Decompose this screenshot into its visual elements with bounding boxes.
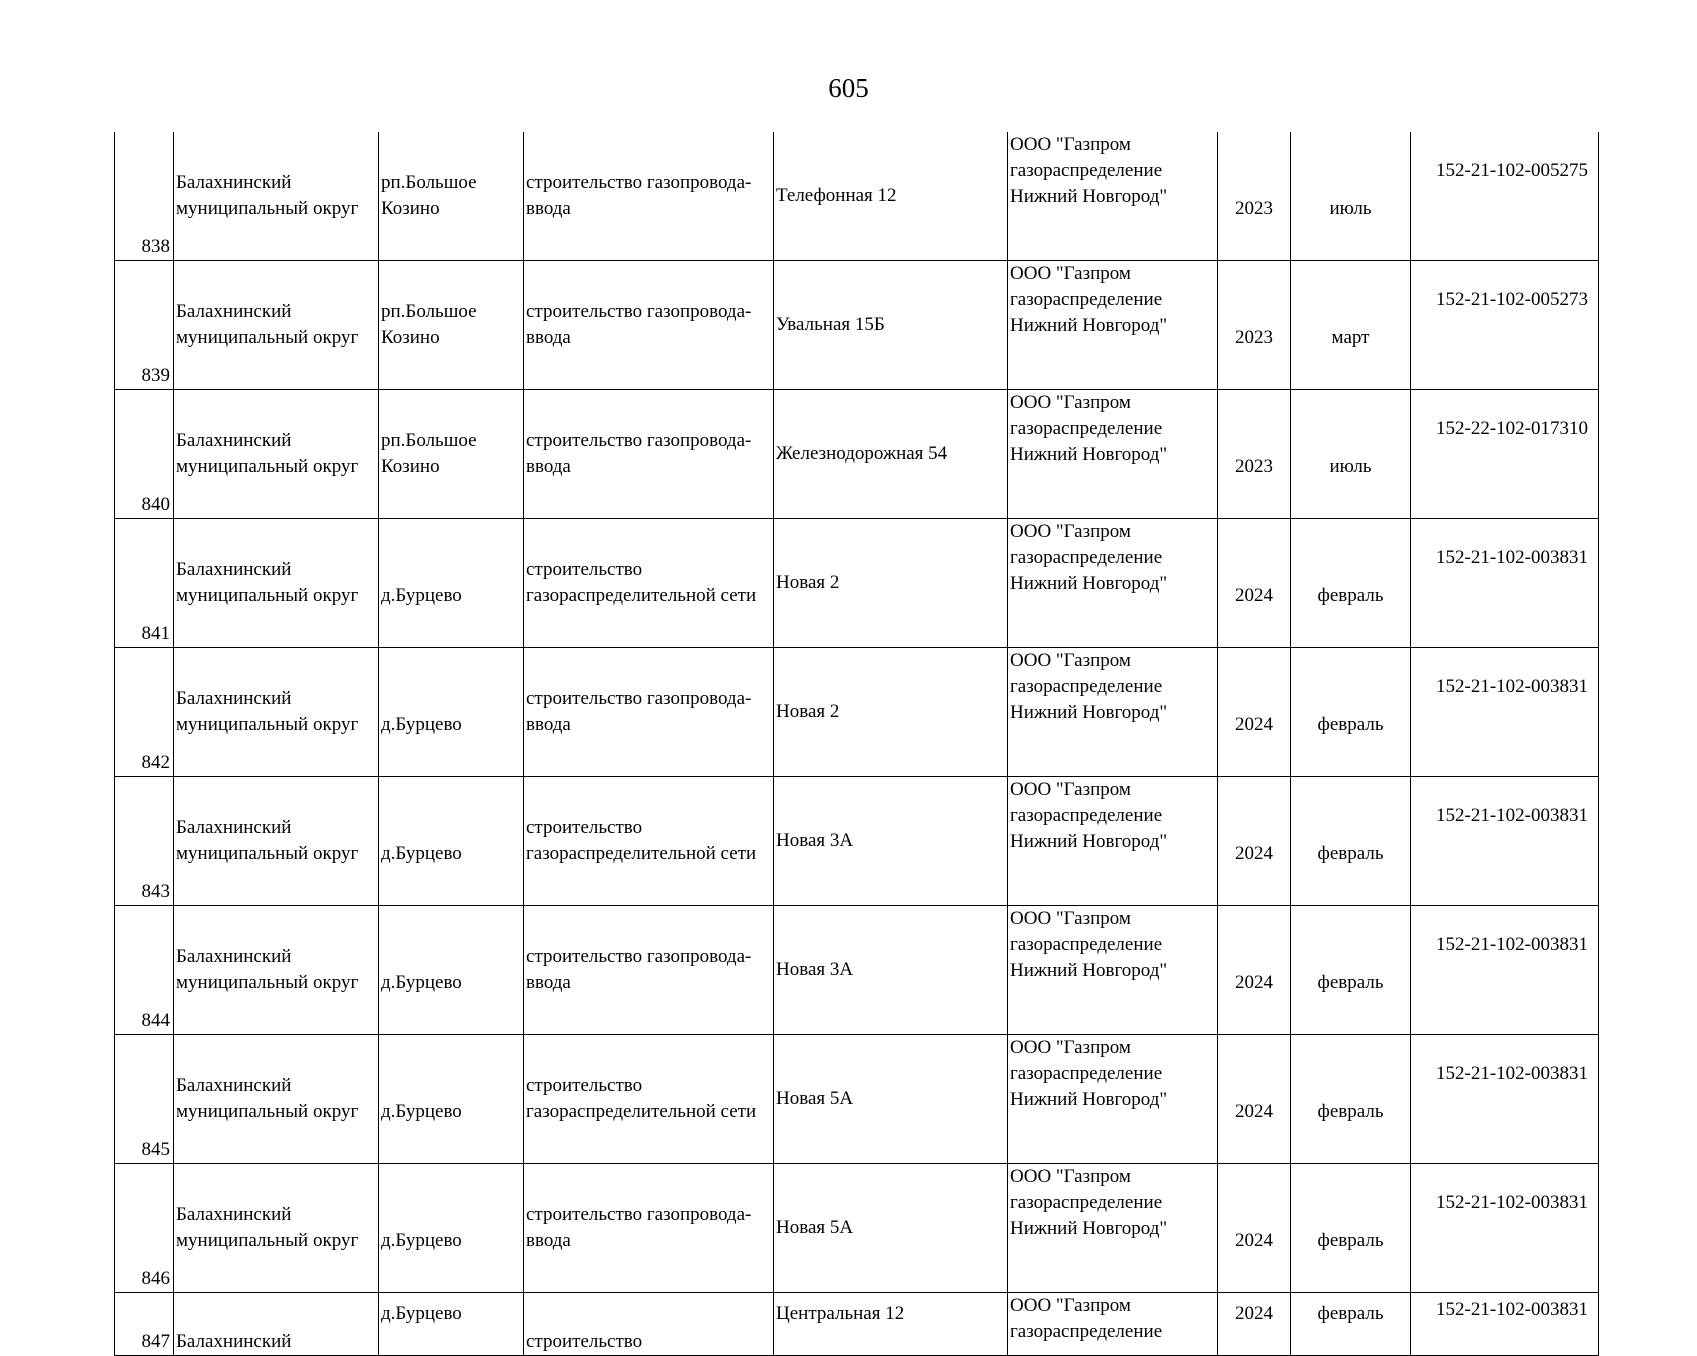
settlement-cell	[379, 1164, 524, 1293]
work-type-cell-line: ввода	[526, 456, 571, 477]
district-cell-line: Балахнинский	[176, 1204, 292, 1225]
organization-cell-line: ООО "Газпром	[1010, 134, 1131, 155]
code-cell: 152-21-102-005275	[1411, 132, 1599, 261]
settlement-cell-line: рп.Большое	[381, 172, 477, 193]
organization-cell-line: Нижний Новгород"	[1010, 831, 1168, 852]
settlement-cell-line: д.Бурцево	[381, 1101, 462, 1122]
organization-cell	[1008, 648, 1218, 777]
row-number: 839	[115, 261, 174, 390]
district-cell	[174, 648, 379, 777]
district-cell-line: муниципальный округ	[176, 843, 359, 864]
organization-cell-line: ООО "Газпром	[1010, 1037, 1131, 1058]
table-row	[115, 1035, 1599, 1164]
address-cell: Телефонная 12	[774, 132, 1008, 261]
district-cell-line: Балахнинский	[176, 1331, 292, 1352]
organization-cell-line: ООО "Газпром	[1010, 1295, 1131, 1316]
district-cell-line: муниципальный округ	[176, 714, 359, 735]
address-cell: Новая 3А	[774, 777, 1008, 906]
work-type-cell	[524, 390, 774, 519]
work-type-cell-line: строительство	[526, 559, 643, 580]
organization-cell-line: Нижний Новгород"	[1010, 1089, 1168, 1110]
district-cell-line: Балахнинский	[176, 301, 292, 322]
work-type-cell-line: газораспределительной сети	[526, 843, 757, 864]
work-type-cell	[524, 1293, 774, 1356]
work-type-cell	[524, 519, 774, 648]
work-type-cell	[524, 132, 774, 261]
year-cell: 2023	[1218, 132, 1291, 261]
organization-cell	[1008, 906, 1218, 1035]
row-number: 840	[115, 390, 174, 519]
code-cell: 152-22-102-017310	[1411, 390, 1599, 519]
table-row	[115, 1164, 1599, 1293]
row-number: 845	[115, 1035, 174, 1164]
organization-cell-line: газораспределение	[1010, 1321, 1163, 1342]
code-cell: 152-21-102-003831	[1411, 1164, 1599, 1293]
settlement-cell-line: Козино	[381, 456, 440, 477]
settlement-cell	[379, 132, 524, 261]
code-cell: 152-21-102-003831	[1411, 1035, 1599, 1164]
address-cell: Железнодорожная 54	[774, 390, 1008, 519]
organization-cell	[1008, 777, 1218, 906]
settlement-cell	[379, 648, 524, 777]
organization-cell-line: газораспределение	[1010, 160, 1163, 181]
year-cell: 2023	[1218, 261, 1291, 390]
settlement-cell-line	[381, 557, 521, 583]
settlement-cell-line: д.Бурцево	[381, 972, 462, 993]
month-cell: февраль	[1291, 1164, 1411, 1293]
district-cell	[174, 132, 379, 261]
table-row	[115, 261, 1599, 390]
settlement-cell	[379, 1035, 524, 1164]
organization-cell-line: Нижний Новгород"	[1010, 573, 1168, 594]
district-cell	[174, 261, 379, 390]
settlement-cell-line: рп.Большое	[381, 301, 477, 322]
work-type-cell	[524, 1164, 774, 1293]
work-type-cell-line: строительство	[526, 1075, 643, 1096]
year-cell: 2023	[1218, 390, 1291, 519]
work-type-cell	[524, 261, 774, 390]
organization-cell-line: ООО "Газпром	[1010, 263, 1131, 284]
month-cell: февраль	[1291, 648, 1411, 777]
work-type-cell-line: газораспределительной сети	[526, 1101, 757, 1122]
district-cell-line: Балахнинский	[176, 1075, 292, 1096]
organization-cell-line: ООО "Газпром	[1010, 521, 1131, 542]
district-cell-line: Балахнинский	[176, 817, 292, 838]
address-cell: Новая 5А	[774, 1035, 1008, 1164]
row-number: 844	[115, 906, 174, 1035]
year-cell: 2024	[1218, 648, 1291, 777]
address-cell: Новая 3А	[774, 906, 1008, 1035]
row-number: 841	[115, 519, 174, 648]
district-cell-line: Балахнинский	[176, 688, 292, 709]
settlement-cell-line: д.Бурцево	[381, 585, 462, 606]
row-number: 847	[115, 1293, 174, 1356]
organization-cell-line: Нижний Новгород"	[1010, 315, 1168, 336]
table-row	[115, 390, 1599, 519]
work-type-cell-line: строительство газопровода-	[526, 688, 752, 709]
year-cell: 2024	[1218, 1164, 1291, 1293]
district-cell-line: муниципальный округ	[176, 1101, 359, 1122]
work-type-cell-line: строительство газопровода-	[526, 172, 752, 193]
district-cell	[174, 1293, 379, 1356]
code-cell: 152-21-102-003831	[1411, 777, 1599, 906]
district-cell-line: Балахнинский	[176, 430, 292, 451]
organization-cell	[1008, 1293, 1218, 1356]
work-type-cell-line: ввода	[526, 1230, 571, 1251]
organization-cell-line: Нижний Новгород"	[1010, 960, 1168, 981]
district-cell-line: муниципальный округ	[176, 1230, 359, 1251]
district-cell-line: муниципальный округ	[176, 327, 359, 348]
district-cell-line: муниципальный округ	[176, 456, 359, 477]
district-cell	[174, 777, 379, 906]
settlement-cell	[379, 777, 524, 906]
work-type-cell	[524, 906, 774, 1035]
organization-cell-line: ООО "Газпром	[1010, 1166, 1131, 1187]
year-cell: 2024	[1218, 1035, 1291, 1164]
settlement-cell	[379, 390, 524, 519]
work-type-cell	[524, 1035, 774, 1164]
table-row	[115, 906, 1599, 1035]
settlement-cell-line: д.Бурцево	[381, 714, 462, 735]
table-row	[115, 519, 1599, 648]
work-type-cell-line: ввода	[526, 198, 571, 219]
organization-cell-line: газораспределение	[1010, 418, 1163, 439]
settlement-cell	[379, 1293, 524, 1356]
work-type-cell-line: строительство газопровода-	[526, 301, 752, 322]
row-number: 838	[115, 132, 174, 261]
code-cell: 152-21-102-005273	[1411, 261, 1599, 390]
settlement-cell-line: Козино	[381, 327, 440, 348]
settlement-cell	[379, 261, 524, 390]
organization-cell-line: газораспределение	[1010, 934, 1163, 955]
table-row	[115, 1293, 1599, 1356]
address-cell: Центральная 12	[774, 1293, 1008, 1356]
district-cell	[174, 906, 379, 1035]
organization-cell-line: газораспределение	[1010, 289, 1163, 310]
settlement-cell-line	[381, 815, 521, 841]
organization-cell-line: Нижний Новгород"	[1010, 186, 1168, 207]
address-cell: Увальная 15Б	[774, 261, 1008, 390]
page-number: 605	[828, 73, 869, 103]
month-cell: февраль	[1291, 1035, 1411, 1164]
year-cell: 2024	[1218, 519, 1291, 648]
organization-cell-line: Нижний Новгород"	[1010, 1218, 1168, 1239]
work-type-cell-line: строительство газопровода-	[526, 1204, 752, 1225]
settlement-cell-line	[381, 944, 521, 970]
settlement-cell-line	[381, 686, 521, 712]
settlement-cell	[379, 519, 524, 648]
work-type-cell-line: строительство газопровода-	[526, 946, 752, 967]
work-type-cell-line: ввода	[526, 714, 571, 735]
month-cell: февраль	[1291, 906, 1411, 1035]
district-cell-line: муниципальный округ	[176, 585, 359, 606]
month-cell: июль	[1291, 390, 1411, 519]
organization-cell	[1008, 261, 1218, 390]
year-cell: 2024	[1218, 906, 1291, 1035]
district-cell	[174, 519, 379, 648]
district-cell	[174, 1164, 379, 1293]
district-cell	[174, 1035, 379, 1164]
organization-cell-line: газораспределение	[1010, 805, 1163, 826]
settlement-cell-line: Козино	[381, 198, 440, 219]
address-cell: Новая 5А	[774, 1164, 1008, 1293]
work-type-cell	[524, 648, 774, 777]
row-number: 843	[115, 777, 174, 906]
district-cell-line: Балахнинский	[176, 559, 292, 580]
year-cell: 2024	[1218, 1293, 1291, 1356]
organization-cell	[1008, 1164, 1218, 1293]
organization-cell	[1008, 519, 1218, 648]
organization-cell	[1008, 132, 1218, 261]
row-number: 842	[115, 648, 174, 777]
organization-cell-line: ООО "Газпром	[1010, 908, 1131, 929]
organization-cell-line: газораспределение	[1010, 547, 1163, 568]
month-cell: февраль	[1291, 1293, 1411, 1356]
settlement-cell-line: д.Бурцево	[381, 843, 462, 864]
month-cell: февраль	[1291, 777, 1411, 906]
district-cell-line: Балахнинский	[176, 172, 292, 193]
district-cell-line: Балахнинский	[176, 946, 292, 967]
organization-cell-line: газораспределение	[1010, 676, 1163, 697]
code-cell: 152-21-102-003831	[1411, 648, 1599, 777]
settlement-cell	[379, 906, 524, 1035]
settlement-cell-line	[381, 1202, 521, 1228]
settlement-cell-line: д.Бурцево	[381, 1303, 462, 1324]
organization-cell	[1008, 1035, 1218, 1164]
code-cell: 152-21-102-003831	[1411, 906, 1599, 1035]
organization-cell-line: газораспределение	[1010, 1192, 1163, 1213]
table-body	[115, 132, 1599, 1356]
month-cell: март	[1291, 261, 1411, 390]
table-row	[115, 777, 1599, 906]
organization-cell	[1008, 390, 1218, 519]
district-cell	[174, 390, 379, 519]
settlement-cell-line: рп.Большое	[381, 430, 477, 451]
organization-cell-line: ООО "Газпром	[1010, 392, 1131, 413]
work-type-cell-line: ввода	[526, 327, 571, 348]
row-number: 846	[115, 1164, 174, 1293]
address-cell: Новая 2	[774, 648, 1008, 777]
address-cell: Новая 2	[774, 519, 1008, 648]
settlement-cell-line: д.Бурцево	[381, 1230, 462, 1251]
organization-cell-line: ООО "Газпром	[1010, 650, 1131, 671]
gas-works-table	[114, 132, 1599, 1356]
organization-cell-line: Нижний Новгород"	[1010, 444, 1168, 465]
code-cell: 152-21-102-003831	[1411, 1293, 1599, 1356]
organization-cell-line: Нижний Новгород"	[1010, 702, 1168, 723]
organization-cell-line: ООО "Газпром	[1010, 779, 1131, 800]
table-row	[115, 648, 1599, 777]
year-cell: 2024	[1218, 777, 1291, 906]
code-cell: 152-21-102-003831	[1411, 519, 1599, 648]
settlement-cell-line	[381, 1073, 521, 1099]
table-row	[115, 132, 1599, 261]
work-type-cell-line: строительство	[526, 1331, 643, 1352]
work-type-cell-line: строительство газопровода-	[526, 430, 752, 451]
district-cell-line: муниципальный округ	[176, 198, 359, 219]
month-cell: июль	[1291, 132, 1411, 261]
organization-cell-line: газораспределение	[1010, 1063, 1163, 1084]
work-type-cell-line: строительство	[526, 817, 643, 838]
work-type-cell-line: ввода	[526, 972, 571, 993]
work-type-cell	[524, 777, 774, 906]
month-cell: февраль	[1291, 519, 1411, 648]
district-cell-line: муниципальный округ	[176, 972, 359, 993]
work-type-cell-line: газораспределительной сети	[526, 585, 757, 606]
